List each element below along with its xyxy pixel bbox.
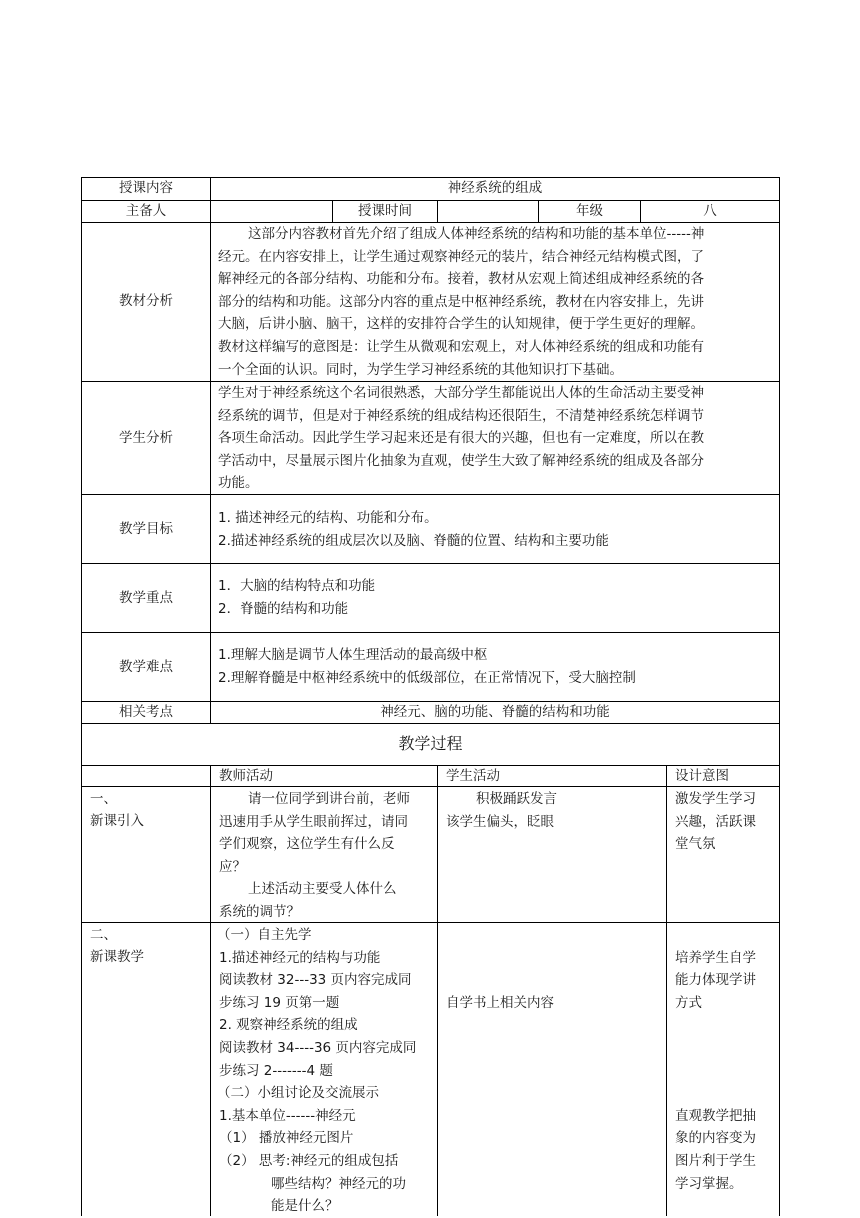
text-line: （1） 播放神经元图片: [219, 1130, 354, 1147]
goal-item: 2.描述神经系统的组成层次以及脑、脊髓的位置、结构和主要功能: [218, 533, 609, 549]
text-line: 阅读教材 32---33 页内容完成同: [219, 972, 412, 989]
text-line: 步练习 19 页第一题: [219, 994, 340, 1011]
student-activity-line: 自学书上相关内容: [446, 994, 554, 1011]
text-line: 2. 观察神经系统的组成: [219, 1017, 358, 1034]
paragraph-line: 部分的结构和功能。这部分内容的重点是中枢神经系统，教材在内容安排上，先讲: [218, 293, 704, 310]
key-point-item: 1．大脑的结构特点和功能: [218, 578, 376, 594]
paragraph-line: 一个全面的认识。同时，为学生学习神经系统的其他知识打下基础。: [218, 361, 623, 378]
text-line: 阅读教材 34----36 页内容完成同: [219, 1040, 417, 1056]
label-preparer: 主备人: [125, 203, 167, 219]
text-line: 哪些结构？神经元的功: [271, 1175, 406, 1192]
label-material-analysis: 教材分析: [119, 293, 173, 309]
text-line: 直观教学把抽: [675, 1107, 756, 1124]
stage-name: 新课教学: [90, 949, 144, 965]
text-line: 请一位同学到讲台前，老师: [248, 791, 410, 807]
text-line: 步练习 2-------4 题: [219, 1062, 333, 1079]
col-header-teacher: 教师活动: [219, 768, 273, 784]
paragraph-line: 大脑，后讲小脑、脑干，这样的安排符合学生的认知规律，便于学生更好的理解。: [218, 316, 704, 333]
text-line: 激发学生学习: [675, 791, 756, 807]
paragraph-line: 经系统的调节，但是对于神经系统的组成结构还很陌生，不清楚神经系统怎样调节: [218, 407, 704, 424]
paragraph-line: 学活动中，尽量展示图片化抽象为直观，使学生大致了解神经系统的组成及各部分: [218, 452, 704, 469]
paragraph-line: 教材这样编写的意图是：让学生从微观和宏观上，对人体神经系统的组成和功能有: [218, 339, 704, 355]
goal-item: 1. 描述神经元的结构、功能和分布。: [218, 510, 438, 526]
label-lesson-time: 授课时间: [358, 203, 412, 219]
col-header-student: 学生活动: [446, 768, 500, 784]
paragraph-line: 经元。在内容安排上，让学生通过观察神经元的装片，结合神经元结构模式图，了: [218, 248, 704, 265]
text-line: 图片利于学生: [675, 1153, 756, 1169]
teaching-process-title: 教学过程: [398, 734, 463, 753]
text-line: 迅速用手从学生眼前挥过，请同: [219, 813, 408, 830]
text-line: 堂气氛: [675, 836, 716, 853]
col-header-design: 设计意图: [675, 768, 729, 784]
text-line: 能是什么？: [271, 1198, 339, 1215]
text-line: （2） 思考:神经元的组成包括: [219, 1153, 399, 1169]
difficulty-item: 2.理解脊髓是中枢神经系统中的低级部位，在正常情况下，受大脑控制: [218, 670, 636, 686]
text-line: 兴趣，活跃课: [675, 813, 756, 830]
lesson-topic: 神经系统的组成: [447, 180, 543, 196]
stage-number: 二、: [90, 927, 117, 943]
label-difficulties: 教学难点: [119, 659, 173, 675]
label-key-points: 教学重点: [119, 590, 173, 606]
text-line: 学们观察，这位学生有什么反: [219, 836, 395, 853]
key-point-item: 2．脊髓的结构和功能: [218, 601, 349, 617]
label-student-analysis: 学生分析: [119, 430, 173, 446]
paragraph-line: 功能。: [218, 475, 259, 492]
paragraph-line: 这部分内容教材首先介绍了组成人体神经系统的结构和功能的基本单位-----神: [248, 226, 705, 242]
text-line: 1.描述神经元的结构与功能: [219, 949, 381, 966]
grade-value: 八: [703, 203, 717, 219]
paragraph-line: 各项生命活动。因此学生学习起来还是有很大的兴趣，但也有一定难度，所以在教: [218, 430, 704, 447]
text-line: 培养学生自学: [675, 949, 756, 966]
exam-points-value: 神经元、脑的功能、脊髓的结构和功能: [380, 704, 610, 720]
text-line: 应？: [219, 858, 246, 875]
label-teaching-goals: 教学目标: [119, 521, 173, 537]
difficulty-item: 1.理解大脑是调节人体生理活动的最高级中枢: [218, 647, 488, 663]
paragraph-line: 解神经元的各部分结构、功能和分布。接着，教材从宏观上简述组成神经系统的各: [218, 271, 704, 288]
text-line: 能力体现学讲: [675, 972, 756, 989]
text-line: 学习掌握。: [675, 1175, 743, 1192]
stage-name: 新课引入: [90, 813, 144, 829]
student-activity-line: 该学生偏头，眨眼: [446, 813, 554, 830]
stage-number: 一、: [90, 791, 117, 807]
label-lesson-content: 授课内容: [119, 180, 173, 196]
text-line: 1.基本单位------神经元: [219, 1107, 356, 1124]
text-line: （一）自主先学: [217, 927, 312, 943]
student-activity-line: 积极踊跃发言: [476, 791, 557, 807]
text-line: （二）小组讨论及交流展示: [217, 1085, 379, 1102]
text-line: 系统的调节？: [219, 904, 300, 920]
label-grade: 年级: [576, 203, 603, 219]
paragraph-line: 学生对于神经系统这个名词很熟悉，大部分学生都能说出人体的生命活动主要受神: [218, 385, 704, 401]
text-line: 上述活动主要受人体什么: [248, 881, 397, 898]
label-exam-points: 相关考点: [119, 704, 173, 720]
text-line: 方式: [675, 994, 702, 1011]
text-line: 象的内容变为: [675, 1130, 756, 1147]
